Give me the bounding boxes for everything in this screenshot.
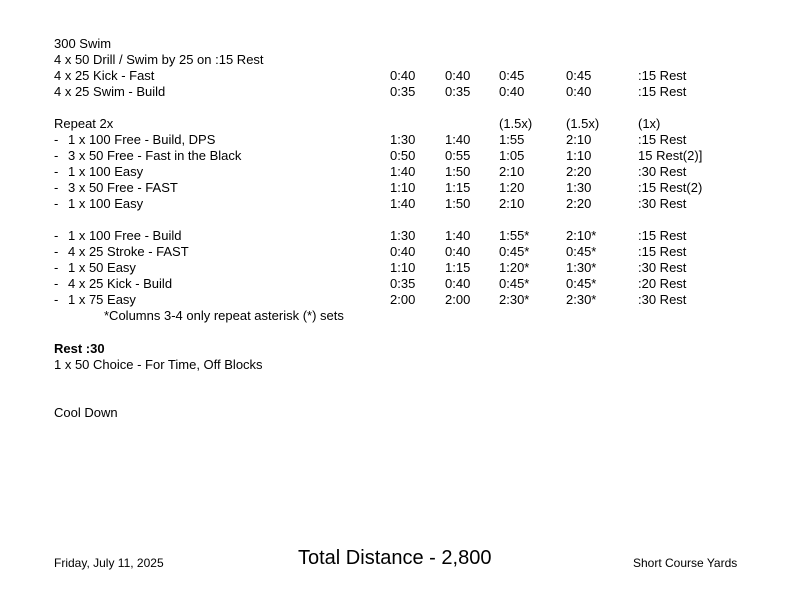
- rest-col: :30 Rest: [638, 164, 687, 179]
- set-text: 4 x 25 Kick - Fast: [54, 68, 155, 83]
- interval-col-3: 1:55*: [499, 228, 530, 243]
- rest-col: :20 Rest: [638, 276, 687, 291]
- interval-col-1: 2:00: [390, 292, 416, 307]
- interval-col-3: 1:55: [499, 132, 525, 147]
- bullet-dash: -: [54, 196, 59, 211]
- interval-col-1: 0:40: [390, 244, 416, 259]
- interval-col-3: 0:45: [499, 68, 525, 83]
- rest-col: :15 Rest: [638, 244, 687, 259]
- set-text: 1 x 50 Choice - For Time, Off Blocks: [54, 357, 263, 372]
- interval-col-4: 0:45*: [566, 244, 597, 259]
- multiplier-col-4: (1.5x): [566, 116, 600, 131]
- interval-col-1: 0:35: [390, 84, 416, 99]
- interval-col-3: 1:20: [499, 180, 525, 195]
- interval-col-4: 2:10: [566, 132, 592, 147]
- rest-col: :15 Rest: [638, 132, 687, 147]
- interval-col-1: 1:40: [390, 196, 416, 211]
- cooldown-text: Cool Down: [54, 405, 118, 420]
- set-text: 1 x 75 Easy: [68, 292, 136, 307]
- interval-col-4: 2:10*: [566, 228, 597, 243]
- interval-col-1: 0:35: [390, 276, 416, 291]
- interval-col-4: 1:10: [566, 148, 592, 163]
- interval-col-3: 2:10: [499, 196, 525, 211]
- set-text: 3 x 50 Free - Fast in the Black: [68, 148, 242, 163]
- bullet-dash: -: [54, 148, 59, 163]
- rest-col: :30 Rest: [638, 260, 687, 275]
- rest-col: :15 Rest: [638, 68, 687, 83]
- interval-col-2: 1:40: [445, 132, 471, 147]
- bullet-dash: -: [54, 276, 59, 291]
- set-text: 1 x 100 Easy: [68, 164, 144, 179]
- rest-col: 15 Rest(2)]: [638, 148, 703, 163]
- footer-date: Friday, July 11, 2025: [54, 556, 164, 570]
- interval-col-4: 2:20: [566, 196, 592, 211]
- total-distance: Total Distance - 2,800: [298, 547, 492, 569]
- interval-col-2: 0:40: [445, 244, 471, 259]
- set-text: 1 x 100 Free - Build, DPS: [68, 132, 216, 147]
- rest-title: Rest :30: [54, 341, 105, 356]
- interval-col-1: 1:30: [390, 132, 416, 147]
- rest-col: :30 Rest: [638, 292, 687, 307]
- interval-col-1: 1:10: [390, 180, 416, 195]
- interval-col-2: 1:50: [445, 164, 471, 179]
- interval-col-3: 0:40: [499, 84, 525, 99]
- interval-col-4: 0:40: [566, 84, 592, 99]
- repeat-title: Repeat 2x: [54, 116, 114, 131]
- interval-col-2: 0:55: [445, 148, 471, 163]
- interval-col-3: 1:05: [499, 148, 525, 163]
- course-type: Short Course Yards: [633, 556, 738, 570]
- set-text: 4 x 25 Kick - Build: [68, 276, 173, 291]
- set-text: 4 x 25 Swim - Build: [54, 84, 166, 99]
- interval-col-1: 0:50: [390, 148, 416, 163]
- interval-col-2: 1:40: [445, 228, 471, 243]
- interval-col-4: 2:30*: [566, 292, 597, 307]
- rest-col: :15 Rest(2): [638, 180, 703, 195]
- set-text: 300 Swim: [54, 36, 112, 51]
- interval-col-4: 2:20: [566, 164, 592, 179]
- set-text: 4 x 50 Drill / Swim by 25 on :15 Rest: [54, 52, 264, 67]
- interval-col-2: 0:35: [445, 84, 471, 99]
- interval-col-4: 0:45*: [566, 276, 597, 291]
- interval-col-3: 1:20*: [499, 260, 530, 275]
- set-text: 4 x 25 Stroke - FAST: [68, 244, 189, 259]
- interval-col-1: 1:10: [390, 260, 416, 275]
- interval-col-1: 1:40: [390, 164, 416, 179]
- interval-col-2: 0:40: [445, 276, 471, 291]
- set-text: 3 x 50 Free - FAST: [68, 180, 178, 195]
- multiplier-col-3: (1.5x): [499, 116, 533, 131]
- interval-col-1: 0:40: [390, 68, 416, 83]
- interval-col-2: 2:00: [445, 292, 471, 307]
- interval-col-4: 1:30: [566, 180, 592, 195]
- asterisk-note: *Columns 3-4 only repeat asterisk (*) sets: [104, 308, 344, 323]
- set-text: 1 x 100 Free - Build: [68, 228, 182, 243]
- interval-col-1: 1:30: [390, 228, 416, 243]
- rest-col: :30 Rest: [638, 196, 687, 211]
- interval-col-3: 2:30*: [499, 292, 530, 307]
- rest-col: :15 Rest: [638, 84, 687, 99]
- multiplier-rest: (1x): [638, 116, 661, 131]
- interval-col-3: 0:45*: [499, 276, 530, 291]
- interval-col-3: 0:45*: [499, 244, 530, 259]
- set-text: 1 x 100 Easy: [68, 196, 144, 211]
- interval-col-2: 1:50: [445, 196, 471, 211]
- interval-col-2: 1:15: [445, 180, 471, 195]
- bullet-dash: -: [54, 180, 59, 195]
- interval-col-2: 0:40: [445, 68, 471, 83]
- bullet-dash: -: [54, 132, 59, 147]
- interval-col-2: 1:15: [445, 260, 471, 275]
- interval-col-3: 2:10: [499, 164, 525, 179]
- bullet-dash: -: [54, 292, 59, 307]
- bullet-dash: -: [54, 164, 59, 179]
- interval-col-4: 0:45: [566, 68, 592, 83]
- bullet-dash: -: [54, 260, 59, 275]
- bullet-dash: -: [54, 244, 59, 259]
- interval-col-4: 1:30*: [566, 260, 597, 275]
- bullet-dash: -: [54, 228, 59, 243]
- set-text: 1 x 50 Easy: [68, 260, 136, 275]
- rest-col: :15 Rest: [638, 228, 687, 243]
